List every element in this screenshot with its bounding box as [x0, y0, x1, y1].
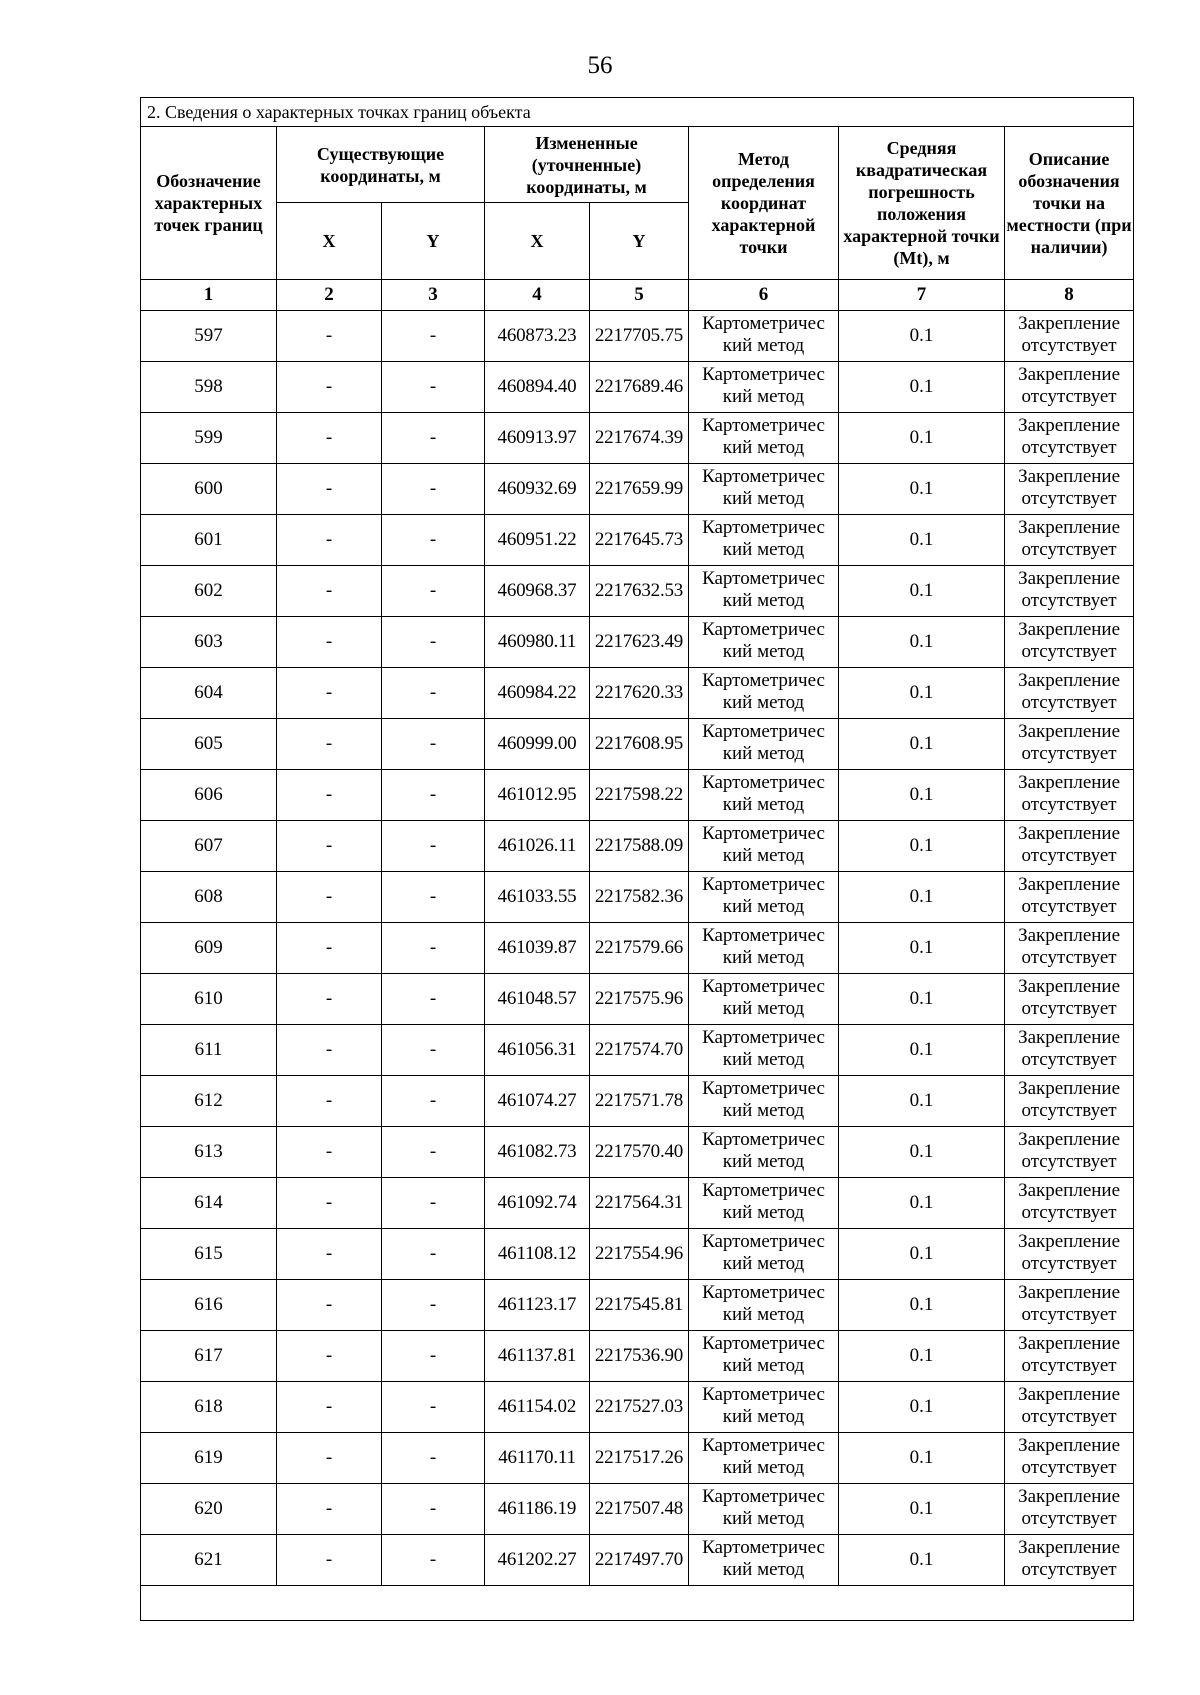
existing-x-cell: -	[277, 770, 382, 821]
existing-y-cell: -	[382, 515, 485, 566]
description-cell: Закрепление отсутствует	[1005, 617, 1134, 668]
mean-error-cell: 0.1	[839, 362, 1005, 413]
method-cell: Картометричес кий метод	[689, 1433, 839, 1484]
description-cell: Закрепление отсутствует	[1005, 1484, 1134, 1535]
method-cell: Картометричес кий метод	[689, 1229, 839, 1280]
table-row	[141, 413, 1134, 464]
existing-y-cell: -	[382, 719, 485, 770]
changed-y-cell: 2217564.31	[590, 1178, 689, 1229]
changed-y-cell: 2217623.49	[590, 617, 689, 668]
table-row	[141, 362, 1134, 413]
method-cell: Картометричес кий метод	[689, 617, 839, 668]
point-cell: 600	[141, 464, 277, 515]
changed-x-cell: 461039.87	[485, 923, 590, 974]
table-row	[141, 1229, 1134, 1280]
changed-y-cell: 2217571.78	[590, 1076, 689, 1127]
table-row	[141, 1280, 1134, 1331]
point-cell: 616	[141, 1280, 277, 1331]
existing-y-cell: -	[382, 1382, 485, 1433]
changed-x-cell: 460984.22	[485, 668, 590, 719]
existing-y-cell: -	[382, 1229, 485, 1280]
existing-x-cell: -	[277, 1433, 382, 1484]
table-row	[141, 1076, 1134, 1127]
changed-x-cell: 461154.02	[485, 1382, 590, 1433]
changed-y-cell: 2217527.03	[590, 1382, 689, 1433]
header-existing-coords: Существующие координаты, м	[277, 127, 485, 203]
mean-error-cell: 0.1	[839, 1535, 1005, 1586]
description-cell: Закрепление отсутствует	[1005, 719, 1134, 770]
table-row	[141, 872, 1134, 923]
changed-y-cell: 2217579.66	[590, 923, 689, 974]
existing-x-cell: -	[277, 668, 382, 719]
mean-error-cell: 0.1	[839, 1229, 1005, 1280]
existing-x-cell: -	[277, 1535, 382, 1586]
description-cell: Закрепление отсутствует	[1005, 1229, 1134, 1280]
mean-error-cell: 0.1	[839, 311, 1005, 362]
method-cell: Картометричес кий метод	[689, 566, 839, 617]
existing-x-cell: -	[277, 923, 382, 974]
mean-error-cell: 0.1	[839, 413, 1005, 464]
existing-y-cell: -	[382, 362, 485, 413]
point-cell: 609	[141, 923, 277, 974]
existing-x-cell: -	[277, 1178, 382, 1229]
description-cell: Закрепление отсутствует	[1005, 821, 1134, 872]
method-cell: Картометричес кий метод	[689, 1535, 839, 1586]
existing-y-cell: -	[382, 1025, 485, 1076]
point-cell: 599	[141, 413, 277, 464]
point-cell: 605	[141, 719, 277, 770]
existing-y-cell: -	[382, 1331, 485, 1382]
table-row	[141, 1127, 1134, 1178]
changed-y-cell: 2217632.53	[590, 566, 689, 617]
header-changed-y: Y	[590, 203, 689, 280]
changed-y-cell: 2217689.46	[590, 362, 689, 413]
changed-x-cell: 461048.57	[485, 974, 590, 1025]
method-cell: Картометричес кий метод	[689, 668, 839, 719]
page-number: 56	[587, 52, 613, 79]
description-cell: Закрепление отсутствует	[1005, 1280, 1134, 1331]
existing-y-cell: -	[382, 566, 485, 617]
existing-x-cell: -	[277, 464, 382, 515]
mean-error-cell: 0.1	[839, 923, 1005, 974]
mean-error-cell: 0.1	[839, 719, 1005, 770]
changed-x-cell: 461092.74	[485, 1178, 590, 1229]
changed-x-cell: 461026.11	[485, 821, 590, 872]
mean-error-cell: 0.1	[839, 1076, 1005, 1127]
existing-x-cell: -	[277, 1331, 382, 1382]
existing-x-cell: -	[277, 413, 382, 464]
method-cell: Картометричес кий метод	[689, 1484, 839, 1535]
changed-y-cell: 2217620.33	[590, 668, 689, 719]
method-cell: Картометричес кий метод	[689, 515, 839, 566]
header-point-designation: Обозначение характерных точек границ	[141, 127, 277, 280]
changed-x-cell: 460932.69	[485, 464, 590, 515]
method-cell: Картометричес кий метод	[689, 362, 839, 413]
header-changed-x: X	[485, 203, 590, 280]
existing-y-cell: -	[382, 1484, 485, 1535]
description-cell: Закрепление отсутствует	[1005, 1025, 1134, 1076]
point-cell: 604	[141, 668, 277, 719]
method-cell: Картометричес кий метод	[689, 1382, 839, 1433]
description-cell: Закрепление отсутствует	[1005, 1433, 1134, 1484]
method-cell: Картометричес кий метод	[689, 1280, 839, 1331]
section-title: 2. Сведения о характерных точках границ объекта	[141, 98, 1134, 127]
point-cell: 601	[141, 515, 277, 566]
existing-y-cell: -	[382, 872, 485, 923]
existing-y-cell: -	[382, 1535, 485, 1586]
existing-y-cell: -	[382, 1280, 485, 1331]
table-row	[141, 1535, 1134, 1586]
existing-y-cell: -	[382, 1178, 485, 1229]
table-row	[141, 1178, 1134, 1229]
empty-footer-cell	[141, 1586, 1134, 1621]
mean-error-cell: 0.1	[839, 1127, 1005, 1178]
existing-y-cell: -	[382, 311, 485, 362]
mean-error-cell: 0.1	[839, 872, 1005, 923]
existing-y-cell: -	[382, 464, 485, 515]
mean-error-cell: 0.1	[839, 1433, 1005, 1484]
description-cell: Закрепление отсутствует	[1005, 1331, 1134, 1382]
point-cell: 618	[141, 1382, 277, 1433]
method-cell: Картометричес кий метод	[689, 770, 839, 821]
changed-x-cell: 461082.73	[485, 1127, 590, 1178]
existing-x-cell: -	[277, 974, 382, 1025]
existing-y-cell: -	[382, 770, 485, 821]
existing-x-cell: -	[277, 311, 382, 362]
changed-x-cell: 461012.95	[485, 770, 590, 821]
changed-y-cell: 2217645.73	[590, 515, 689, 566]
changed-y-cell: 2217705.75	[590, 311, 689, 362]
changed-y-cell: 2217598.22	[590, 770, 689, 821]
mean-error-cell: 0.1	[839, 1280, 1005, 1331]
existing-y-cell: -	[382, 1127, 485, 1178]
mean-error-cell: 0.1	[839, 974, 1005, 1025]
column-number: 8	[1005, 280, 1134, 311]
changed-y-cell: 2217588.09	[590, 821, 689, 872]
point-cell: 613	[141, 1127, 277, 1178]
description-cell: Закрепление отсутствует	[1005, 413, 1134, 464]
description-cell: Закрепление отсутствует	[1005, 1178, 1134, 1229]
changed-x-cell: 461033.55	[485, 872, 590, 923]
changed-y-cell: 2217582.36	[590, 872, 689, 923]
existing-y-cell: -	[382, 974, 485, 1025]
changed-y-cell: 2217545.81	[590, 1280, 689, 1331]
method-cell: Картометричес кий метод	[689, 1331, 839, 1382]
changed-x-cell: 461170.11	[485, 1433, 590, 1484]
existing-x-cell: -	[277, 1076, 382, 1127]
existing-y-cell: -	[382, 1076, 485, 1127]
point-cell: 602	[141, 566, 277, 617]
point-cell: 603	[141, 617, 277, 668]
point-cell: 608	[141, 872, 277, 923]
table-row	[141, 668, 1134, 719]
column-number: 6	[689, 280, 839, 311]
method-cell: Картометричес кий метод	[689, 413, 839, 464]
changed-y-cell: 2217554.96	[590, 1229, 689, 1280]
header-mean-error: Средняя квадратическая погрешность положения характерной точки (Mt), м	[839, 127, 1005, 280]
mean-error-cell: 0.1	[839, 1382, 1005, 1433]
mean-error-cell: 0.1	[839, 1178, 1005, 1229]
empty-footer-row	[141, 1586, 1134, 1621]
existing-x-cell: -	[277, 1025, 382, 1076]
table-row	[141, 821, 1134, 872]
point-cell: 619	[141, 1433, 277, 1484]
changed-x-cell: 461137.81	[485, 1331, 590, 1382]
changed-y-cell: 2217536.90	[590, 1331, 689, 1382]
method-cell: Картометричес кий метод	[689, 1025, 839, 1076]
existing-x-cell: -	[277, 872, 382, 923]
mean-error-cell: 0.1	[839, 464, 1005, 515]
point-cell: 617	[141, 1331, 277, 1382]
changed-x-cell: 460873.23	[485, 311, 590, 362]
changed-y-cell: 2217659.99	[590, 464, 689, 515]
changed-y-cell: 2217570.40	[590, 1127, 689, 1178]
changed-y-cell: 2217574.70	[590, 1025, 689, 1076]
existing-x-cell: -	[277, 617, 382, 668]
table-row	[141, 464, 1134, 515]
column-number: 5	[590, 280, 689, 311]
description-cell: Закрепление отсутствует	[1005, 1127, 1134, 1178]
table-row	[141, 1025, 1134, 1076]
changed-y-cell: 2217575.96	[590, 974, 689, 1025]
table-row	[141, 974, 1134, 1025]
table-row	[141, 1433, 1134, 1484]
point-cell: 620	[141, 1484, 277, 1535]
method-cell: Картометричес кий метод	[689, 974, 839, 1025]
boundary-points-table-container	[140, 97, 1133, 1621]
mean-error-cell: 0.1	[839, 1025, 1005, 1076]
header-changed-coords: Измененные (уточненные) координаты, м	[485, 127, 689, 203]
column-numbers-row	[141, 280, 1134, 311]
method-cell: Картометричес кий метод	[689, 1076, 839, 1127]
method-cell: Картометричес кий метод	[689, 719, 839, 770]
column-number: 2	[277, 280, 382, 311]
existing-y-cell: -	[382, 617, 485, 668]
description-cell: Закрепление отсутствует	[1005, 362, 1134, 413]
description-cell: Закрепление отсутствует	[1005, 770, 1134, 821]
point-cell: 611	[141, 1025, 277, 1076]
method-cell: Картометричес кий метод	[689, 872, 839, 923]
method-cell: Картометричес кий метод	[689, 1127, 839, 1178]
existing-x-cell: -	[277, 1127, 382, 1178]
point-cell: 614	[141, 1178, 277, 1229]
point-cell: 606	[141, 770, 277, 821]
description-cell: Закрепление отсутствует	[1005, 668, 1134, 719]
existing-x-cell: -	[277, 566, 382, 617]
changed-y-cell: 2217674.39	[590, 413, 689, 464]
method-cell: Картометричес кий метод	[689, 821, 839, 872]
description-cell: Закрепление отсутствует	[1005, 974, 1134, 1025]
mean-error-cell: 0.1	[839, 566, 1005, 617]
changed-x-cell: 460951.22	[485, 515, 590, 566]
existing-x-cell: -	[277, 1484, 382, 1535]
existing-x-cell: -	[277, 821, 382, 872]
changed-y-cell: 2217608.95	[590, 719, 689, 770]
description-cell: Закрепление отсутствует	[1005, 464, 1134, 515]
point-cell: 610	[141, 974, 277, 1025]
changed-y-cell: 2217507.48	[590, 1484, 689, 1535]
table-row	[141, 1382, 1134, 1433]
method-cell: Картометричес кий метод	[689, 1178, 839, 1229]
existing-x-cell: -	[277, 515, 382, 566]
existing-x-cell: -	[277, 1280, 382, 1331]
description-cell: Закрепление отсутствует	[1005, 1382, 1134, 1433]
existing-y-cell: -	[382, 668, 485, 719]
description-cell: Закрепление отсутствует	[1005, 566, 1134, 617]
changed-x-cell: 461074.27	[485, 1076, 590, 1127]
description-cell: Закрепление отсутствует	[1005, 1535, 1134, 1586]
column-number: 3	[382, 280, 485, 311]
table-row	[141, 770, 1134, 821]
mean-error-cell: 0.1	[839, 668, 1005, 719]
point-cell: 597	[141, 311, 277, 362]
table-row	[141, 566, 1134, 617]
header-existing-x: X	[277, 203, 382, 280]
existing-x-cell: -	[277, 362, 382, 413]
changed-x-cell: 461186.19	[485, 1484, 590, 1535]
changed-x-cell: 460968.37	[485, 566, 590, 617]
mean-error-cell: 0.1	[839, 1331, 1005, 1382]
point-cell: 598	[141, 362, 277, 413]
header-method: Метод определения координат характерной точки	[689, 127, 839, 280]
existing-x-cell: -	[277, 719, 382, 770]
existing-x-cell: -	[277, 1229, 382, 1280]
mean-error-cell: 0.1	[839, 515, 1005, 566]
boundary-points-table	[140, 97, 1134, 1621]
description-cell: Закрепление отсутствует	[1005, 311, 1134, 362]
changed-x-cell: 461108.12	[485, 1229, 590, 1280]
changed-x-cell: 460894.40	[485, 362, 590, 413]
point-cell: 615	[141, 1229, 277, 1280]
changed-x-cell: 460913.97	[485, 413, 590, 464]
table-row	[141, 617, 1134, 668]
column-number: 1	[141, 280, 277, 311]
description-cell: Закрепление отсутствует	[1005, 923, 1134, 974]
method-cell: Картометричес кий метод	[689, 311, 839, 362]
column-number: 4	[485, 280, 590, 311]
table-row	[141, 311, 1134, 362]
table-row	[141, 923, 1134, 974]
existing-y-cell: -	[382, 923, 485, 974]
changed-x-cell: 461123.17	[485, 1280, 590, 1331]
description-cell: Закрепление отсутствует	[1005, 872, 1134, 923]
changed-x-cell: 461056.31	[485, 1025, 590, 1076]
mean-error-cell: 0.1	[839, 770, 1005, 821]
description-cell: Закрепление отсутствует	[1005, 515, 1134, 566]
method-cell: Картометричес кий метод	[689, 923, 839, 974]
changed-x-cell: 461202.27	[485, 1535, 590, 1586]
changed-y-cell: 2217517.26	[590, 1433, 689, 1484]
method-cell: Картометричес кий метод	[689, 464, 839, 515]
table-row	[141, 515, 1134, 566]
point-cell: 621	[141, 1535, 277, 1586]
mean-error-cell: 0.1	[839, 617, 1005, 668]
description-cell: Закрепление отсутствует	[1005, 1076, 1134, 1127]
existing-x-cell: -	[277, 1382, 382, 1433]
existing-y-cell: -	[382, 821, 485, 872]
point-cell: 612	[141, 1076, 277, 1127]
point-cell: 607	[141, 821, 277, 872]
table-row	[141, 1484, 1134, 1535]
changed-x-cell: 460999.00	[485, 719, 590, 770]
column-number: 7	[839, 280, 1005, 311]
mean-error-cell: 0.1	[839, 821, 1005, 872]
existing-y-cell: -	[382, 413, 485, 464]
table-row	[141, 1331, 1134, 1382]
existing-y-cell: -	[382, 1433, 485, 1484]
table-body	[141, 311, 1134, 1586]
table-row	[141, 719, 1134, 770]
changed-x-cell: 460980.11	[485, 617, 590, 668]
changed-y-cell: 2217497.70	[590, 1535, 689, 1586]
header-description: Описание обозначения точки на местности (при наличии)	[1005, 127, 1134, 280]
mean-error-cell: 0.1	[839, 1484, 1005, 1535]
header-existing-y: Y	[382, 203, 485, 280]
